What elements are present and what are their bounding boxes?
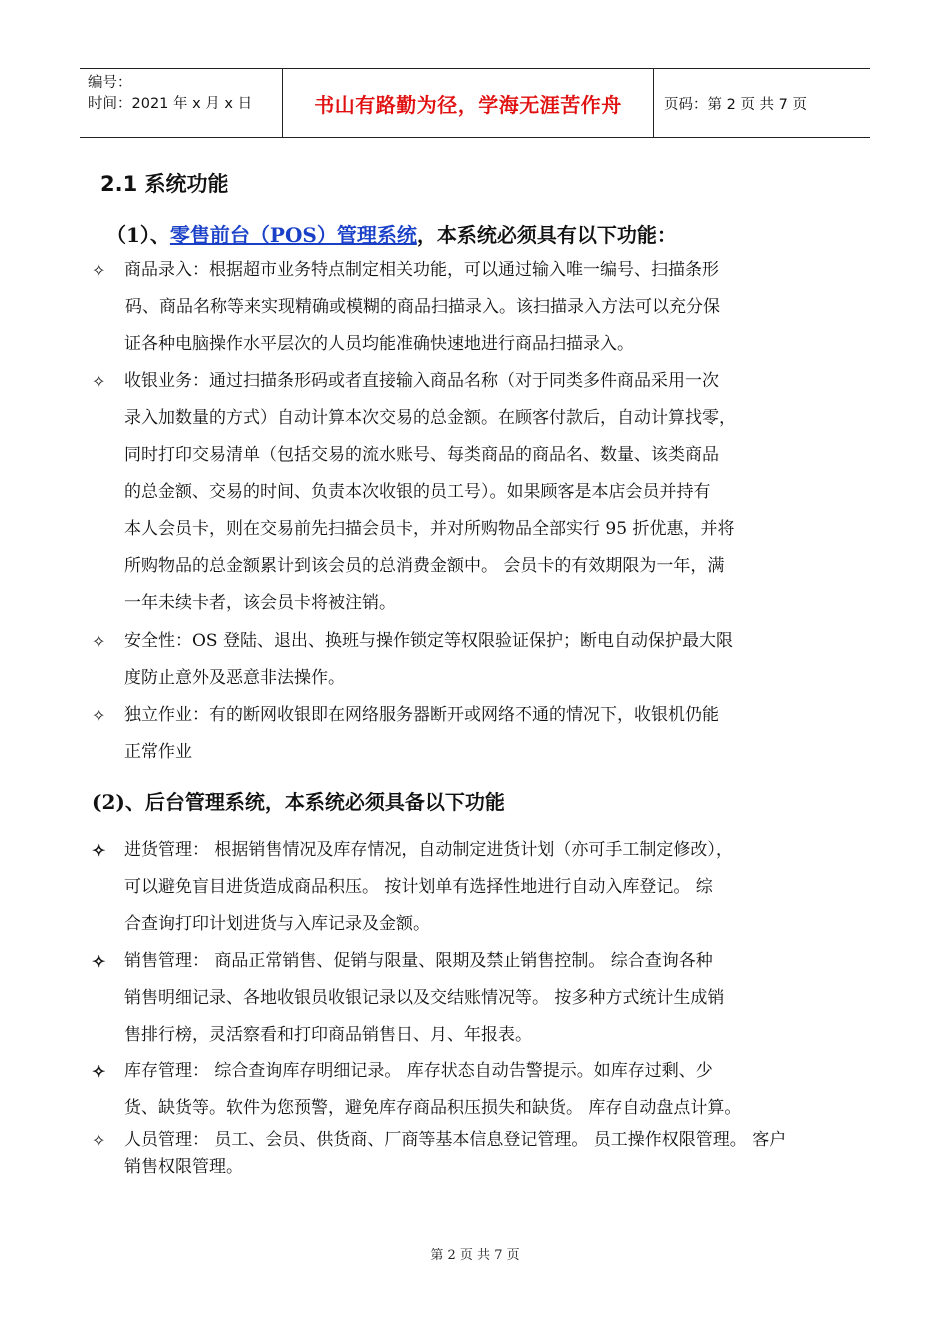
- header-number: 编号：: [88, 75, 132, 91]
- subsection-pos-title: [106, 219, 677, 248]
- bullet-line: 进货管理： 根据销售情况及库存情况，自动制定进货计划（亦可手工制定修改），: [124, 840, 733, 860]
- diamond-bullet-icon: ✧: [92, 706, 106, 725]
- bullet-line: 码、商品名称等来实现精确或模糊的商品扫描录入。该扫描录入方法可以充分保: [125, 297, 720, 317]
- header-page-number: 页码：第 2 页 共 7 页: [664, 96, 807, 113]
- bullet-line: 录入加数量的方式）自动计算本次交易的总金额。在顾客付款后，自动计算找零，: [124, 408, 736, 428]
- bullet-line: 库存管理： 综合查询库存明细记录。 库存状态自动告警提示。如库存过剩、少: [124, 1061, 713, 1081]
- page-header: [80, 68, 870, 138]
- bullet-line: 销售明细记录、各地收银员收银记录以及交结账情况等。 按多种方式统计生成销: [124, 988, 725, 1008]
- diamond-bullet-icon: ✧: [92, 261, 106, 280]
- header-time: 时间：2021 年 x 月 x 日: [88, 96, 253, 112]
- diamond-bullet-icon: ✧: [92, 1062, 106, 1081]
- pos-system-link[interactable]: 零售前台（POS）管理系统: [169, 223, 417, 247]
- diamond-bullet-icon: ✧: [92, 1131, 106, 1150]
- bullet-line: 人员管理： 员工、会员、供货商、厂商等基本信息登记管理。 员工操作权限管理。 客户: [124, 1130, 787, 1150]
- diamond-bullet-icon: ✧: [92, 952, 106, 971]
- bullet-line: 的总金额、交易的时间、负责本次收银的员工号）。如果顾客是本店会员并持有: [124, 482, 711, 502]
- bullet-line: 所购物品的总金额累计到该会员的总消费金额中。 会员卡的有效期限为一年，满: [124, 556, 725, 576]
- header-motto: 书山有路勤为径，学海无涯苦作舟: [282, 69, 654, 137]
- subsection-pos-suffix: ，本系统必须具有以下功能：: [416, 223, 677, 247]
- bullet-line: 商品录入：根据超市业务特点制定相关功能，可以通过输入唯一编号、扫描条形: [124, 260, 719, 280]
- bullet-line: 货、缺货等。软件为您预警，避免库存商品积压损失和缺货。 库存自动盘点计算。: [124, 1098, 742, 1118]
- bullet-line: 销售权限管理。: [124, 1157, 243, 1177]
- bullet-line: 合查询打印计划进货与入库记录及金额。: [124, 914, 430, 934]
- bullet-line: 安全性：OS 登陆、退出、换班与操作锁定等权限验证保护；断电自动保护最大限: [124, 631, 733, 651]
- bullet-line: 正常作业: [124, 742, 192, 762]
- bullet-line: 可以避免盲目进货造成商品积压。 按计划单有选择性地进行自动入库登记。 综: [124, 877, 713, 897]
- bullet-line: 收银业务：通过扫描条形码或者直接输入商品名称（对于同类多件商品采用一次: [124, 371, 719, 391]
- subsection-backend-title: (2)、后台管理系统，本系统必须具备以下功能: [92, 790, 505, 814]
- diamond-bullet-icon: ✧: [92, 372, 106, 391]
- bullet-line: 销售管理： 商品正常销售、促销与限量、限期及禁止销售控制。 综合查询各种: [124, 951, 713, 971]
- bullet-line: 证各种电脑操作水平层次的人员均能准确快速地进行商品扫描录入。: [124, 334, 634, 354]
- bullet-line: 同时打印交易清单（包括交易的流水账号、每类商品的商品名、数量、该类商品: [124, 445, 719, 465]
- bullet-line: 本人会员卡，则在交易前先扫描会员卡，并对所购物品全部实行 95 折优惠，并将: [124, 519, 735, 539]
- diamond-bullet-icon: ✧: [92, 632, 106, 651]
- bullet-line: 一年未续卡者，该会员卡将被注销。: [124, 593, 396, 613]
- diamond-bullet-icon: ✧: [92, 841, 106, 860]
- page-footer: 第 2 页 共 7 页: [430, 1248, 520, 1263]
- section-title: 2.1 系统功能: [100, 172, 229, 196]
- header-meta: [80, 69, 282, 137]
- bullet-line: 独立作业：有的断网收银即在网络服务器断开或网络不通的情况下，收银机仍能: [124, 705, 719, 725]
- bullet-line: 售排行榜，灵活察看和打印商品销售日、月、年报表。: [124, 1025, 532, 1045]
- bullet-line: 度防止意外及恶意非法操作。: [124, 668, 345, 688]
- subsection-pos-prefix: （1）、: [106, 223, 170, 247]
